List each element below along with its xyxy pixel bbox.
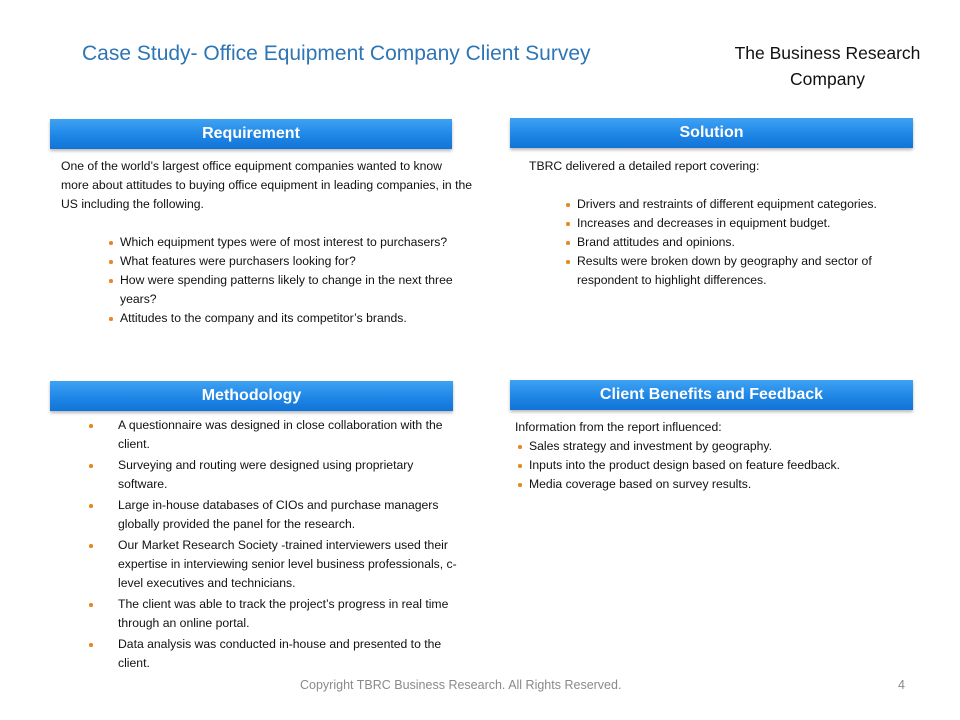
list-item: What features were purchasers looking for? xyxy=(120,252,473,271)
methodology-header-label: Methodology xyxy=(201,387,302,404)
methodology-header xyxy=(50,381,453,411)
requirement-header xyxy=(50,119,452,149)
benefits-intro: Information from the report influenced: xyxy=(515,420,722,434)
list-item: How were spending patterns likely to change in the next three years? xyxy=(120,271,473,309)
list-item: Media coverage based on survey results. xyxy=(529,475,860,494)
solution-intro: TBRC delivered a detailed report covering: xyxy=(529,159,760,173)
benefits-header-label: Client Benefits and Feedback xyxy=(599,386,824,403)
solution-header-label: Solution xyxy=(679,124,744,141)
methodology-list xyxy=(118,416,460,673)
list-item: Sales strategy and investment by geography. xyxy=(529,437,860,456)
methodology-section xyxy=(118,416,460,675)
requirement-section xyxy=(61,157,473,328)
list-item: Data analysis was conducted in-house and presented to the client. xyxy=(118,635,460,673)
list-item: Our Market Research Society -trained interviewers used their expertise in interviewing senior level business professionals, c-level executives and technicians. xyxy=(118,536,460,593)
solution-list xyxy=(577,195,899,290)
company-name: The Business Research Company xyxy=(734,43,921,89)
list-item: Inputs into the product design based on feature feedback. xyxy=(529,456,860,475)
list-item: Surveying and routing were designed using proprietary software. xyxy=(118,456,460,494)
requirement-intro: One of the world’s largest office equipment companies wanted to know more about attitudes to buying office equipment in leading companies, in the US including the following. xyxy=(61,159,473,211)
list-item: Attitudes to the company and its competitor’s brands. xyxy=(120,309,473,328)
list-item: A questionnaire was designed in close collaboration with the client. xyxy=(118,416,460,454)
benefits-list xyxy=(529,437,860,494)
page-number: 4 xyxy=(898,678,905,692)
list-item: Which equipment types were of most interest to purchasers? xyxy=(120,233,473,252)
requirement-list xyxy=(120,233,473,328)
requirement-header-label: Requirement xyxy=(202,125,300,142)
list-item: Increases and decreases in equipment budget. xyxy=(577,214,899,233)
benefits-section xyxy=(515,418,860,494)
solution-header xyxy=(510,118,913,148)
list-item: Large in-house databases of CIOs and purchase managers globally provided the panel for the research. xyxy=(118,496,460,534)
list-item: Results were broken down by geography and sector of respondent to highlight differences. xyxy=(577,252,899,290)
page-title: Case Study- Office Equipment Company Client Survey xyxy=(82,42,591,65)
solution-section xyxy=(529,157,899,290)
list-item: Brand attitudes and opinions. xyxy=(577,233,899,252)
list-item: Drivers and restraints of different equipment categories. xyxy=(577,195,899,214)
list-item: The client was able to track the project’s progress in real time through an online portal. xyxy=(118,595,460,633)
copyright-footer: Copyright TBRC Business Research. All Rights Reserved. xyxy=(300,678,622,692)
benefits-header xyxy=(510,380,913,410)
